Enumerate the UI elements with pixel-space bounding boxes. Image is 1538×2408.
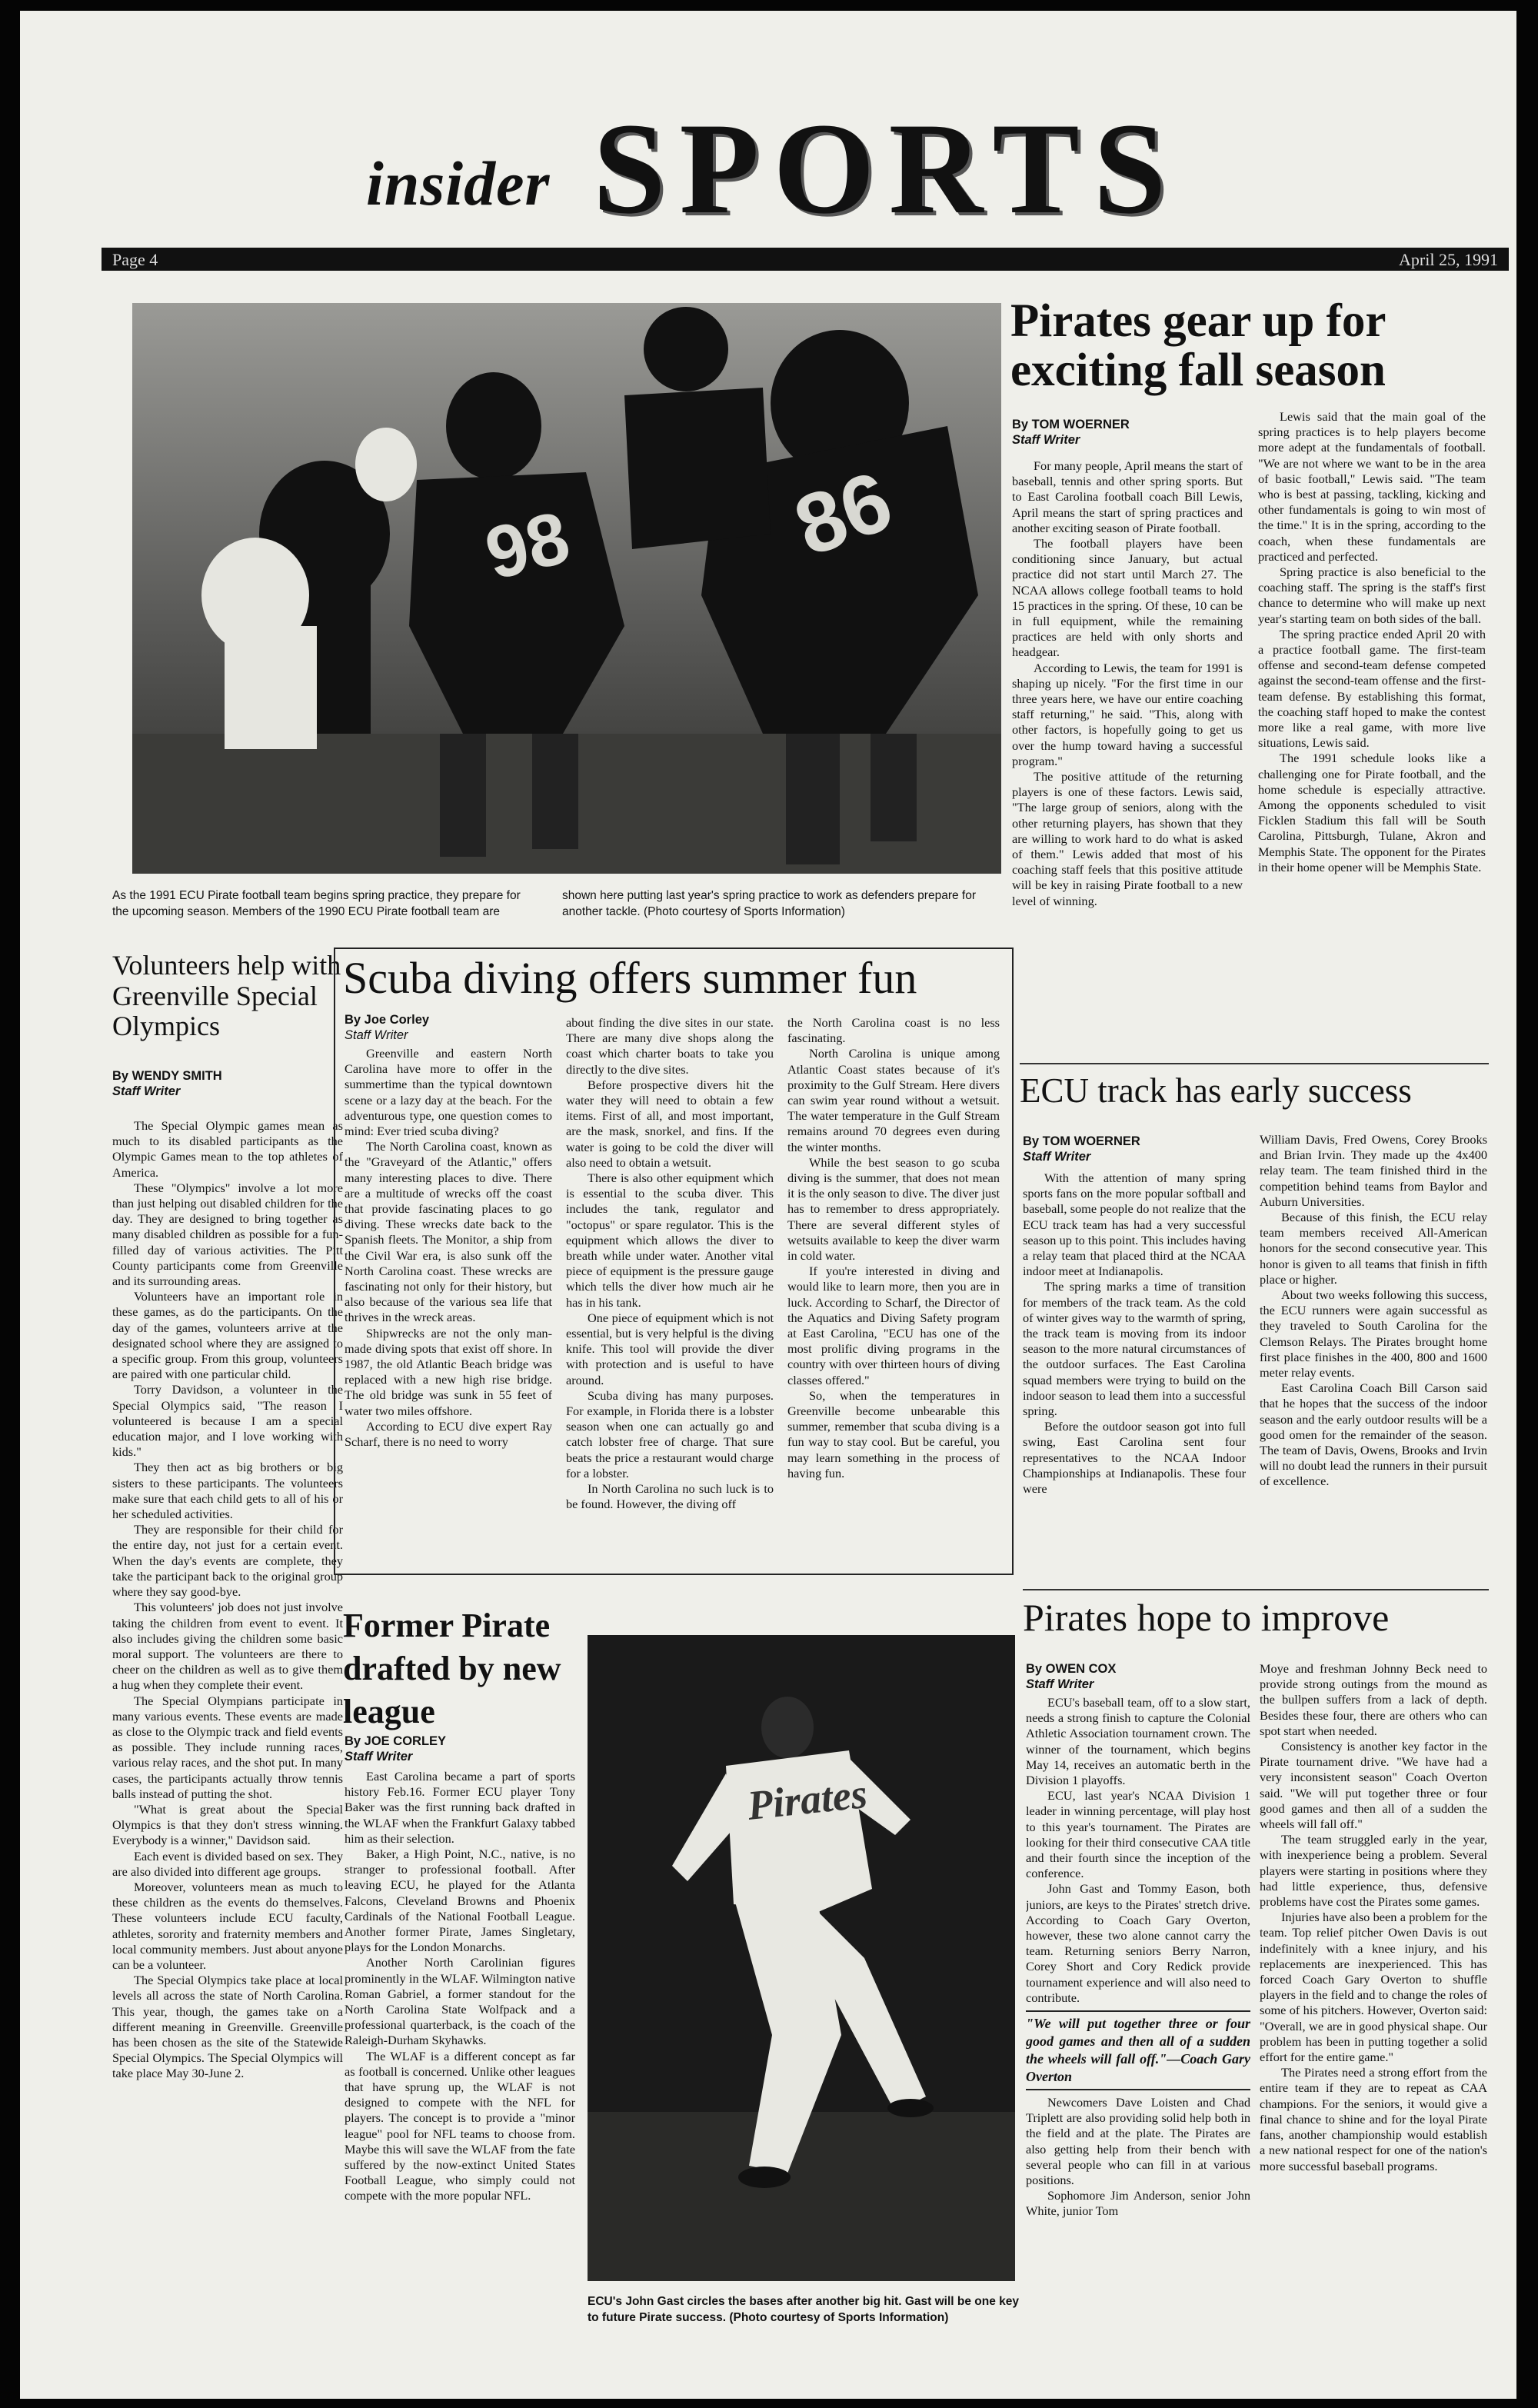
paragraph: The positive attitude of the returning players is one of these factors. Lewis said, "The large group of seniors, along with the other returning players, has shown that they are willing to work hard to do what is asked of them." Lewis added that most of his coaching staff feels that this positive attitude will be key in raising Pirate football to a new level of winning. xyxy=(1012,769,1243,908)
track-byline xyxy=(1023,1134,1238,1164)
pull-quote: "We will put together three or four good games and then all of a sudden the wheels will fall off."—Coach Gary Overton xyxy=(1026,2010,1250,2090)
byline-name: By TOM WOERNER xyxy=(1023,1134,1140,1148)
paragraph: Torry Davidson, a volunteer in the Special Olympics said, "The reason I volunteered is because I am a special education major, and I love working with kids." xyxy=(112,1382,343,1460)
scuba-col3 xyxy=(787,1015,1000,1566)
paragraph: Baker, a High Point, N.C., native, is no stranger to professional football. After leaving ECU, he played for the Atlanta Falcons, Cleveland Browns and Phoenix Cardinals of the National Football League. Another former Pirate, James Singletary, plays for the London Monarchs. xyxy=(345,1847,575,1955)
paragraph: They then act as big brothers or big sisters to these participants. The volunteers make sure that each child gets to all of his or her scheduled activities. xyxy=(112,1460,343,1522)
jersey-script: Pirates xyxy=(744,1770,870,1829)
paragraph: While the best season to go scuba diving is the summer, that does not mean it is the only season to dive. The diver just has to remember to dress appropriately. There are several different styles of wetsuits available to keep the diver warm in cold water. xyxy=(787,1154,1000,1264)
paragraph: Moreover, volunteers mean as much to these children as the events do themselves. These volunteers include ECU faculty, athletes, sorority and fraternity members and local community members. Just about anyone can be a volunteer. xyxy=(112,1879,343,1972)
paragraph: Scuba diving has many purposes. For example, in Florida there is a lobster season when one can actually go and catch lobster free of charge. That sure beats the price a restaurant would charge for a lobster. xyxy=(566,1387,774,1480)
paragraph: For many people, April means the start of baseball, tennis and other spring sports. But to East Carolina football coach Bill Lewis, April means the start of spring practices and another exciting season of Pirate football. xyxy=(1012,458,1243,535)
scuba-col2 xyxy=(566,1015,774,1566)
paragraph: Newcomers Dave Loisten and Chad Triplett are also providing solid help both in the field and at the plate. The Pirates are also getting help from their bench with several people who can fill in at various positions. xyxy=(1026,2095,1250,2188)
newspaper-page xyxy=(20,11,1516,2399)
volunteers-byline xyxy=(112,1068,343,1099)
pirates-improve-byline xyxy=(1026,1661,1241,1692)
paragraph: According to ECU dive expert Ray Scharf, there is no need to worry xyxy=(345,1418,552,1450)
paragraph: So, when the temperatures in Greenville become unbearable this summer, remember that scuba diving is a fun way to stay cool. But be careful, you may learn something in the process of having fun. xyxy=(787,1387,1000,1480)
baseball-photo-art xyxy=(588,1635,1015,2281)
byline-role: Staff Writer xyxy=(1026,1677,1094,1691)
track-col2 xyxy=(1260,1132,1487,1570)
paragraph: Another North Carolinian figures prominently in the WLAF. Wilmington native Roman Gabriel, a former standout for the North Carolina State Wolfpack and a professional quarterback, is the coach of the Raleigh-Durham Skyhawks. xyxy=(345,1955,575,2048)
paragraph: In North Carolina no such luck is to be found. However, the diving off xyxy=(566,1481,774,1512)
paragraph: ECU's baseball team, off to a slow start, needs a strong finish to capture the Colonial Athletic Association tournament crown. The winner of the tournament, which begins May 14, receives an automatic berth in the Division 1 playoffs. xyxy=(1026,1695,1250,1788)
pirates-gear-up-col2 xyxy=(1258,409,1486,1040)
paragraph: These "Olympics" involve a lot more than just helping out disabled children for the day. They are designed to bring together as many disabled children as possible for a fun-filled day of various activities. The Pitt County participants come from Greenville and its surrounding areas. xyxy=(112,1180,343,1289)
volunteers-body xyxy=(112,1118,343,2380)
paragraph: North Carolina is unique among Atlantic Coast states because of it's proximity to the Gulf Stream. Here divers can swim year round without a wetsuit. The water temperature in the Gulf Stream remains around 70 degrees even during the winter months. xyxy=(787,1046,1000,1154)
paragraph: East Carolina Coach Bill Carson said that he hopes that the success of the indoor season and the early outdoor results will be a good omen for the remainder of the season. The team of Davis, Owens, Brooks and Irvin will no doubt lead the runners in their pursuit of excellence. xyxy=(1260,1381,1487,1489)
paragraph: the North Carolina coast is no less fascinating. xyxy=(787,1015,1000,1046)
top-photo-caption-right: shown here putting last year's spring practice to work as defenders prepare for another tackle. (Photo courtesy of Sports Information) xyxy=(562,889,976,918)
byline-role: Staff Writer xyxy=(345,1750,413,1764)
pirates-gear-up-byline xyxy=(1012,417,1243,448)
paragraph: Because of this finish, the ECU relay team members received All-American honors for the second consecutive year. This honor is given to all teams that finish in fifth place or higher. xyxy=(1260,1210,1487,1287)
track-rule xyxy=(1020,1063,1489,1064)
paragraph: Greenville and eastern North Carolina have more to offer in the summertime than the typical downtown scene or a lazy day at the beach. For the adventurous type, one question comes to mind: Ever tried scuba diving? xyxy=(345,1046,552,1139)
baseball-rule xyxy=(1023,1589,1489,1590)
byline-name: By WENDY SMITH xyxy=(112,1069,222,1083)
paragraph: According to Lewis, the team for 1991 is shaping up nicely. "For the first time in our three years here, we have our entire coaching staff returning," he said. "This, along with other factors, is hopefully going to get us over the hump toward having a successful program." xyxy=(1012,660,1243,768)
paragraph: Lewis said that the main goal of the spring practices is to help players become more adept at the fundamentals of football. "We are not where we want to be in the area of basic football," Lewis said. "The team who is best at passing, tackling, kicking and other fundamentals is going to win most of the time." It is in the spring, according to the coach, when these fundamentals are practiced and perfected. xyxy=(1258,409,1486,564)
scuba-byline xyxy=(345,1012,529,1043)
paragraph: About two weeks following this success, the ECU runners were again successful as they traveled to South Carolina for the Clemson Relays. The Pirates brought home first place finishes in the 400, 800 and 1600 meter relay events. xyxy=(1260,1287,1487,1381)
football-photo xyxy=(132,303,1001,874)
byline-role: Staff Writer xyxy=(112,1084,181,1098)
folio-bar xyxy=(102,248,1509,271)
paragraph: John Gast and Tommy Eason, both juniors, are keys to the Pirates' stretch drive. According to Coach Gary Overton, however, these two alone cannot carry the team. Returning seniors Berry Narron, Corey Short and Cory Redick provide tournament experience and will also need to contribute. xyxy=(1026,1881,1250,2005)
football-photo-art xyxy=(132,303,1001,874)
paragraph: The North Carolina coast, known as the "Graveyard of the Atlantic," offers many interesting places to dive. There are a multitude of wrecks off the coast that provide fascinating places to go diving. These wrecks date back to the Spanish fleets. The Monitor, a ship from the Civil War era, is also sunk off the North Carolina coast. These wrecks are fascinating not only for their history, but also because of the various sea life that thrives in the wreck areas. xyxy=(345,1139,552,1325)
paragraph: With the attention of many spring sports fans on the more popular softball and baseball, some people do not realize that the ECU track team has had a very successful season up to this point. This includes having a relay team that placed third at the NCAA indoor meet at Indianapolis. xyxy=(1023,1171,1246,1279)
scuba-col1 xyxy=(345,1046,552,1566)
paragraph: East Carolina became a part of sports history Feb.16. Former ECU player Tony Baker was the first running back drafted in the WLAF when the Frankfurt Galaxy tabbed him as their selection. xyxy=(345,1769,575,1846)
former-pirate-headline: Former Pirate drafted by new league xyxy=(343,1607,561,1730)
top-photo-caption-left: As the 1991 ECU Pirate football team begins spring practice, they prepare for the upcoming season. Members of the 1990 ECU Pirate football team are xyxy=(112,889,521,918)
paragraph: The team struggled early in the year, with inexperience being a problem. Several players were starting in positions where they had little experience, thus, defensive problems have cost the Pirates some games. xyxy=(1260,1832,1487,1910)
masthead-sports: SPORTS xyxy=(593,96,1180,241)
byline-name: By Joe Corley xyxy=(345,1013,430,1027)
paragraph: The Special Olympics take place at local levels all across the state of North Carolina. This year, though, the games take on a different meaning in Greenville. Greenville has been chosen as the site of the Statewide Special Olympics. The Special Olympics will take place May 30-June 2. xyxy=(112,1973,343,2081)
byline-role: Staff Writer xyxy=(345,1028,408,1042)
paragraph: This volunteers' job does not just involve taking the children from event to event. It also includes giving the children some basic moral support. The volunteers are there to cheer on the children as well as to give them a hug when they complete their event. xyxy=(112,1600,343,1693)
page-number: Page 4 xyxy=(112,250,158,269)
paragraph: Shipwrecks are not the only man-made diving spots that exist off shore. In 1987, the old Atlantic Beach bridge was replaced with a new high rise bridge. The old bridge was sunk in 55 feet of water two miles offshore. xyxy=(345,1325,552,1418)
paragraph: Consistency is another key factor in the Pirate tournament drive. "We have had a very inconsistent season" Coach Overton said. "We will put together three or four good games and then all of a sudden the wheels will fall off." xyxy=(1260,1739,1487,1832)
paragraph: Volunteers have an important role in these games, as do the participants. On the day of the games, volunteers arrive at the designated school where they are assigned to a specific group. From this group, volunteers are paired with one particular child. xyxy=(112,1289,343,1382)
baseball-photo xyxy=(588,1635,1015,2281)
track-headline: ECU track has early success xyxy=(1020,1071,1412,1110)
paragraph: Injuries have also been a problem for the team. Top relief pitcher Owen Davis is out indefinitely with a knee injury, and his replacements are inexperienced. This has forced Coach Gary Overton to shuffle players in the field and to change the roles of some of his pitchers. However, Overton said: "Overall, we are in good physical shape. Our problem has been in putting together a solid effort for the entire game." xyxy=(1260,1910,1487,2065)
pirates-improve-headline: Pirates hope to improve xyxy=(1023,1596,1390,1639)
paragraph: Moye and freshman Johnny Beck need to provide strong outings from the mound as the bullpen suffers from a lack of depth. Besides these four, there are others who can spot start when needed. xyxy=(1260,1661,1487,1738)
paragraph: Sophomore Jim Anderson, senior John White, junior Tom xyxy=(1026,2188,1250,2219)
jersey-number-98: 98 xyxy=(478,495,578,596)
paragraph: The Pirates need a strong effort from the entire team if they are to repeat as CAA champions. For the seniors, it would give a final chance to shine and for the loyal Pirate fans, another championship would establish a new national respect for one of the nation's more successful baseball programs. xyxy=(1260,2065,1487,2173)
pirates-gear-up-headline: Pirates gear up for exciting fall season xyxy=(1010,295,1386,397)
masthead-insider: insider xyxy=(366,148,551,218)
paragraph: The WLAF is a different concept as far as football is concerned. Unlike other leagues that have sprung up, the WLAF is not designed to compete with the NFL for players. The concept is to provide a "minor league" pool for NFL teams to choose from. Maybe this will save the WLAF from the fate suffered by the now-extinct United States Football League, who simply could not compete with the more popular NFL. xyxy=(345,2048,575,2203)
paragraph: The 1991 schedule looks like a challenging one for Pirate football, and the home schedule is especially attractive. Among the opponents scheduled to visit Ficklen Stadium this fall will be South Carolina, Pittsburgh, Tulane, Akron and Memphis State. The opponent for the Pirates in their home opener will be Memphis State. xyxy=(1258,751,1486,874)
volunteers-headline: Volunteers help with Greenville Special Olympics xyxy=(112,950,341,1042)
paragraph: Each event is divided based on sex. They are also divided into different age groups. xyxy=(112,1848,343,1879)
paragraph: ECU, last year's NCAA Division 1 leader in winning percentage, will play host to this year's tournament. The Pirates are looking for their third consecutive CAA title and their fourth since the inception of the conference. xyxy=(1026,1788,1250,1881)
byline-name: By OWEN COX xyxy=(1026,1662,1117,1676)
paragraph: The spring marks a time of transition for members of the track team. As the cold of winter gives way to the warmth of spring, the track team is moving from its indoor season to the more natural circumstances of the outdoor surfaces. The East Carolina squad members were trying to build on the indoor season to lead them into a successful spring. xyxy=(1023,1279,1246,1419)
paragraph: The football players have been conditioning since January, but actual practice did not start until March 27. The NCAA allows college football teams to hold 15 practices in the spring. Of these, 10 can be in full equipment, while the remaining practices are held with only shorts and headgear. xyxy=(1012,536,1243,660)
paragraph: Spring practice is also beneficial to the coaching staff. The spring is the staff's first chance to determine who will make up next year's starting team on both sides of the ball. xyxy=(1258,565,1486,626)
track-col1 xyxy=(1023,1171,1246,1570)
pirates-improve-col2 xyxy=(1260,1661,1487,2381)
paragraph: The Special Olympians participate in many various events. These events are made as close to the Olympic track and field events as possible. They include running races, various relay races, and the shot put. In many cases, the participants actually throw tennis balls instead of putting the shot. xyxy=(112,1693,343,1801)
pirates-gear-up-col1 xyxy=(1012,458,1243,1051)
byline-role: Staff Writer xyxy=(1012,433,1080,447)
baseball-photo-caption: ECU's John Gast circles the bases after another big hit. Gast will be one key to future Pirate success. (Photo courtesy of Sports Information) xyxy=(588,2295,1019,2324)
byline-name: By JOE CORLEY xyxy=(345,1734,447,1748)
former-pirate-body xyxy=(345,1769,575,2384)
paragraph: They are responsible for their child for the entire day, not just for a certain event. When the day's events are complete, they take the participant back to the original group where they say good-bye. xyxy=(112,1522,343,1600)
paragraph: One piece of equipment which is not essential, but is very helpful is the diving knife. This tool will provide the diver with protection and is useful to have around. xyxy=(566,1310,774,1387)
pirates-improve-col1 xyxy=(1026,1695,1250,2381)
paragraph: There is also other equipment which is essential to the scuba diver. This includes the tank, regulator and "octopus" or spare regulator. This is the equipment which allows the diver to breath while under water. Another vital piece of equipment is the pressure gauge which tells the diver how much air he has in his tank. xyxy=(566,1171,774,1310)
former-pirate-byline xyxy=(345,1734,560,1764)
paragraph: The spring practice ended April 20 with a practice football game. The first-team offense and second-team defense competed against the second-team offense and the first-team defense. By establishing this format, the coaching staff hoped to make the contest more like a real game, with more live situations, Lewis said. xyxy=(1258,626,1486,751)
issue-date: April 25, 1991 xyxy=(1399,250,1498,269)
paragraph: Before the outdoor season got into full swing, East Carolina sent four representatives to the NCAA Indoor Championships at Indianapolis. These four were xyxy=(1023,1419,1246,1497)
jersey-number-86: 86 xyxy=(783,453,904,575)
paragraph: "What is great about the Special Olympics is that they don't stress winning. Everybody is a winner," Davidson said. xyxy=(112,1801,343,1848)
paragraph: If you're interested in diving and would like to learn more, then you are in luck. According to Scharf, the Director of the Aquatics and Diving Safety program at East Carolina, "ECU has one of the most prolific diving programs in the country with over thirteen hours of diving classes offered." xyxy=(787,1264,1000,1387)
paragraph: William Davis, Fred Owens, Corey Brooks and Brian Irvin. They made up the 4x400 relay team. The team finished third in the competition behind teams from Baylor and Auburn Universities. xyxy=(1260,1132,1487,1209)
paragraph: The Special Olympic games mean as much to its disabled participants as the Olympic Games mean to the top athletes of America. xyxy=(112,1118,343,1180)
byline-role: Staff Writer xyxy=(1023,1150,1091,1164)
scuba-headline: Scuba diving offers summer fun xyxy=(343,953,917,1003)
paragraph: about finding the dive sites in our state. There are many dive shops along the coast which charter boats to take you directly to the dive sites. xyxy=(566,1015,774,1077)
paragraph: Before prospective divers hit the water they will need to obtain a few items. First of all, and most important, are the mask, snorkel, and fins. If the water is going to be cold the diver will also need to obtain a wetsuit. xyxy=(566,1077,774,1170)
byline-name: By TOM WOERNER xyxy=(1012,418,1130,431)
